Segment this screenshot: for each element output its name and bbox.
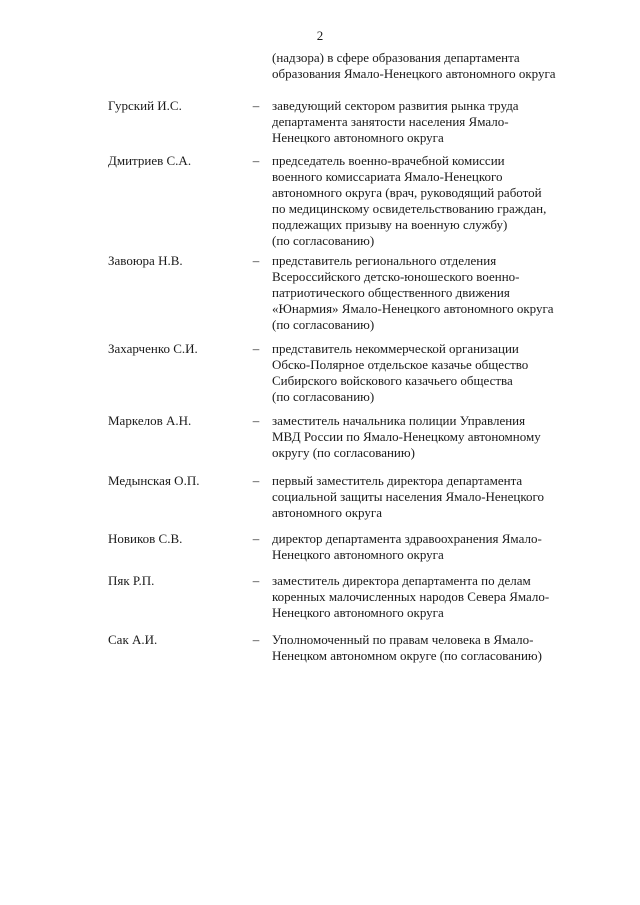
- member-name: Завоюра Н.В.: [108, 253, 183, 268]
- member-position-line: патриотического общественного движения: [272, 285, 510, 300]
- member-name: Сак А.И.: [108, 632, 158, 647]
- member-position-line: Ненецкого автономного округа: [272, 130, 444, 145]
- page-number: 2: [316, 28, 324, 43]
- member-position-line: подлежащих призыву на военную службу): [272, 217, 508, 232]
- member-position-line: военного комиссариата Ямало-Ненецкого: [272, 169, 503, 184]
- member-position-line: (по согласованию): [272, 233, 375, 248]
- member-position-line: Уполномоченный по правам человека в Ямало-: [272, 632, 534, 647]
- member-position-line: представитель некоммерческой организации: [272, 341, 519, 356]
- member-position-line: МВД России по Ямало-Ненецкому автономному: [272, 429, 541, 444]
- member-dash: –: [252, 473, 260, 488]
- member-position-line: заведующий сектором развития рынка труда: [272, 98, 519, 113]
- member-dash: –: [252, 253, 260, 268]
- continuation-text: [272, 50, 602, 82]
- member-position-line: председатель военно-врачебной комиссии: [272, 153, 505, 168]
- member-position-line: департамента занятости населения Ямало-: [272, 114, 509, 129]
- member-position-line: по медицинскому освидетельствованию граждан,: [272, 201, 547, 216]
- member-name: Гурский И.С.: [108, 98, 182, 113]
- member-position-line: Всероссийского детско-юношеского военно-: [272, 269, 520, 284]
- continuation-line: образования Ямало-Ненецкого автономного округа: [272, 66, 556, 81]
- member-dash: –: [252, 413, 260, 428]
- member-position-line: первый заместитель директора департамента: [272, 473, 523, 488]
- member-dash: –: [252, 153, 260, 168]
- continuation-line: (надзора) в сфере образования департамента: [272, 50, 520, 65]
- member-dash: –: [252, 98, 260, 113]
- member-position-line: Сибирского войскового казачьего общества: [272, 373, 513, 388]
- member-position-line: заместитель начальника полиции Управления: [272, 413, 526, 428]
- member-position-line: Обско-Полярное отдельское казачье общество: [272, 357, 529, 372]
- member-position-line: (по согласованию): [272, 389, 375, 404]
- member-position-line: автономного округа (врач, руководящий работой: [272, 185, 542, 200]
- member-position-line: автономного округа: [272, 505, 382, 520]
- member-position-line: социальной защиты населения Ямало-Ненецкого: [272, 489, 545, 504]
- member-name: Дмитриев С.А.: [108, 153, 192, 168]
- member-position: [272, 531, 602, 563]
- member-position-line: округу (по согласованию): [272, 445, 415, 460]
- member-name: Захарченко С.И.: [108, 341, 198, 356]
- member-dash: –: [252, 632, 260, 647]
- member-position-line: Ненецкого автономного округа: [272, 547, 444, 562]
- member-name: Новиков С.В.: [108, 531, 183, 546]
- member-name: Маркелов А.Н.: [108, 413, 192, 428]
- member-position: [272, 573, 602, 621]
- member-position: [272, 413, 602, 461]
- member-position: [272, 253, 602, 333]
- member-dash: –: [252, 341, 260, 356]
- member-position: [272, 341, 602, 405]
- member-position: [272, 153, 602, 249]
- member-dash: –: [252, 531, 260, 546]
- member-position: [272, 98, 602, 146]
- member-position-line: представитель регионального отделения: [272, 253, 497, 268]
- member-position-line: заместитель директора департамента по делам: [272, 573, 531, 588]
- member-position: [272, 473, 602, 521]
- member-name: Пяк Р.П.: [108, 573, 155, 588]
- member-position-line: Ненецком автономном округе (по согласованию): [272, 648, 542, 663]
- member-name: Медынская О.П.: [108, 473, 200, 488]
- member-position: [272, 632, 602, 664]
- member-position-line: Ненецкого автономного округа: [272, 605, 444, 620]
- member-position-line: (по согласованию): [272, 317, 375, 332]
- member-dash: –: [252, 573, 260, 588]
- member-position-line: директор департамента здравоохранения Ямало-: [272, 531, 542, 546]
- member-position-line: коренных малочисленных народов Севера Ямало-: [272, 589, 550, 604]
- member-position-line: «Юнармия» Ямало-Ненецкого автономного округа: [272, 301, 554, 316]
